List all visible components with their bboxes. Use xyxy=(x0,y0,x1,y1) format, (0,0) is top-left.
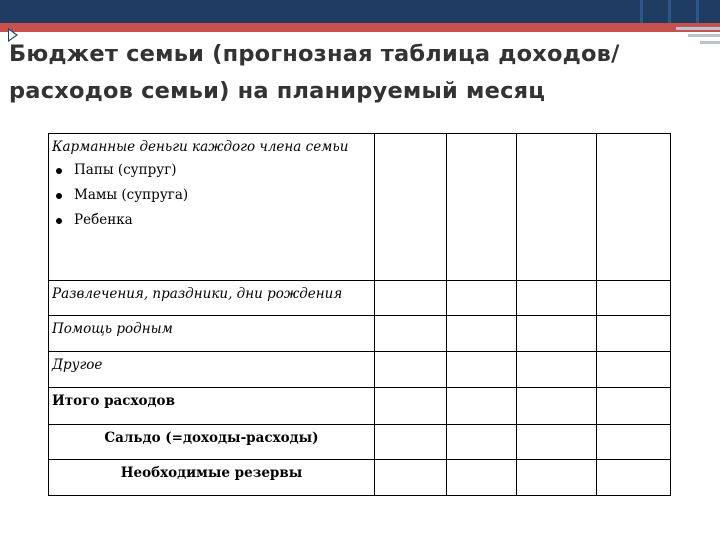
list-item-label: Мамы (супруга) xyxy=(74,187,189,203)
row-label-cell xyxy=(49,316,375,352)
total-expenses-label: Итого расходов xyxy=(52,393,175,409)
row-label: Другое xyxy=(52,357,103,373)
value-cell[interactable] xyxy=(517,316,597,352)
table-row xyxy=(49,425,671,460)
value-cell[interactable] xyxy=(597,134,671,281)
value-cell[interactable] xyxy=(375,388,447,425)
bullet-icon xyxy=(56,193,62,199)
header-accent-band xyxy=(0,23,720,32)
row-label-cell xyxy=(49,460,375,496)
header-stripe xyxy=(696,0,699,23)
value-cell[interactable] xyxy=(447,388,517,425)
value-cell[interactable] xyxy=(517,460,597,496)
row-label-cell xyxy=(49,352,375,388)
header-band xyxy=(0,0,720,23)
value-cell[interactable] xyxy=(517,281,597,316)
value-cell[interactable] xyxy=(375,281,447,316)
bullet-icon xyxy=(56,218,62,224)
value-cell[interactable] xyxy=(597,281,671,316)
table-row xyxy=(49,388,671,425)
value-cell[interactable] xyxy=(597,352,671,388)
value-cell[interactable] xyxy=(597,425,671,460)
budget-table xyxy=(48,133,671,496)
row-label: Карманные деньги каждого члена семьи xyxy=(52,139,349,155)
balance-label: Сальдо (=доходы-расходы) xyxy=(104,430,319,446)
value-cell[interactable] xyxy=(447,352,517,388)
table-row xyxy=(49,281,671,316)
value-cell[interactable] xyxy=(517,134,597,281)
list-item xyxy=(52,208,371,233)
table-row xyxy=(49,316,671,352)
row-label: Развлечения, праздники, дни рождения xyxy=(52,286,343,302)
table-row xyxy=(49,134,671,281)
list-item-label: Папы (супруг) xyxy=(74,162,177,178)
row-label-cell xyxy=(49,281,375,316)
value-cell[interactable] xyxy=(375,352,447,388)
value-cell[interactable] xyxy=(375,316,447,352)
list-item xyxy=(52,158,371,183)
row-label-cell xyxy=(49,388,375,425)
header-stripe xyxy=(668,0,671,23)
corner-bar xyxy=(676,27,720,30)
value-cell[interactable] xyxy=(375,425,447,460)
value-cell[interactable] xyxy=(517,352,597,388)
bullet-icon xyxy=(56,168,62,174)
list-item xyxy=(52,183,371,208)
row-label-cell xyxy=(49,134,375,281)
value-cell[interactable] xyxy=(447,281,517,316)
value-cell[interactable] xyxy=(597,460,671,496)
row-label-cell xyxy=(49,425,375,460)
list-item-label: Ребенка xyxy=(74,212,133,228)
header-stripe xyxy=(640,0,643,23)
value-cell[interactable] xyxy=(447,425,517,460)
table-row xyxy=(49,460,671,496)
family-members-list xyxy=(52,158,371,233)
value-cell[interactable] xyxy=(517,388,597,425)
value-cell[interactable] xyxy=(517,425,597,460)
value-cell[interactable] xyxy=(447,316,517,352)
table-row xyxy=(49,352,671,388)
value-cell[interactable] xyxy=(375,134,447,281)
reserves-label: Необходимые резервы xyxy=(120,465,303,481)
page-title: Бюджет семьи (прогнозная таблица доходов/расходов семьи) на планируемый месяц xyxy=(9,41,620,104)
value-cell[interactable] xyxy=(447,460,517,496)
row-label: Помощь родным xyxy=(52,321,173,337)
value-cell[interactable] xyxy=(597,388,671,425)
value-cell[interactable] xyxy=(375,460,447,496)
value-cell[interactable] xyxy=(597,316,671,352)
value-cell[interactable] xyxy=(447,134,517,281)
